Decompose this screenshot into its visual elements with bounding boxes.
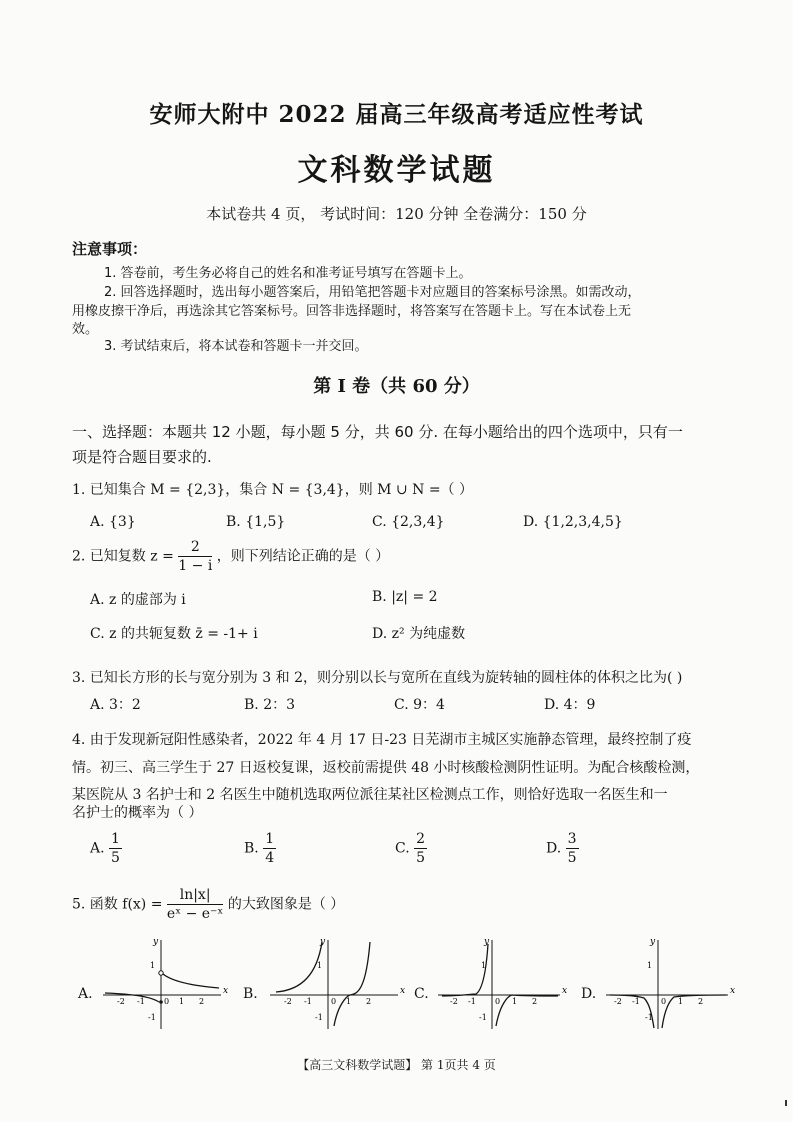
q5-option-b-label: B. [243,986,258,1002]
y-tick-top: 1 [317,961,323,970]
fraction-numerator: 1 [111,831,120,847]
question-1-stem: 1. 已知集合 M = {2,3}，集合 N = {3,4}，则 M ∪ N =（ ） [72,482,474,498]
y-tick-bottom: -1 [479,1013,487,1022]
q5-suffix: 的大致图象是（ ） [227,896,345,913]
fraction-denominator: 5 [111,850,120,866]
x-tick: 0 [661,997,667,1006]
part-intro-line: 一、选择题：本题共 12 小题，每小题 5 分，共 60 分. 在每小题给出的四个选项中，只有一 [72,423,683,441]
y-tick-top: 1 [481,961,487,970]
subject-title: 文科数学试题 [297,153,496,188]
q2-fraction [178,538,212,575]
curve-right [334,942,370,1026]
y-tick-bottom: -1 [148,1013,156,1022]
question-4-line: 情。初三、高三学生于 27 日返校复课，返校前需提供 48 小时核酸检测阴性证明。为配合核酸检测， [72,760,700,776]
x-tick: -1 [468,997,476,1006]
fraction-numerator: 2 [416,831,426,847]
notice-line: 2. 回答选择题时，选出每小题答案后，用铅笔把答题卡对应题目的答案标号涂黑。如需改动， [104,285,641,300]
x-tick: -2 [614,997,622,1006]
x-tick: 2 [532,997,538,1006]
question-4-line: 名护士的概率为（ ） [72,805,203,821]
curve-left [276,942,322,992]
notice-line: 效。 [72,322,99,337]
x-axis-label: x [400,986,406,996]
notice-heading: 注意事项： [72,240,148,258]
q4-option-b [244,830,276,867]
exam-info: 本试卷共 4 页， 考试时间：120 分钟 全卷满分：150 分 [206,205,587,223]
curve-left [105,993,159,1002]
section-title: 第 I 卷（共 60 分） [313,376,480,397]
q5-graph-c [430,934,570,1034]
fraction-denominator: 4 [265,850,275,866]
y-tick-bottom: -1 [315,1013,323,1022]
y-tick-bottom: -1 [645,1013,653,1022]
q4-option-d-label: D. [546,840,562,857]
q2-prefix: 2. 已知复数 z = [72,548,174,565]
q2-fraction-numerator: 2 [178,538,212,557]
q1-option-a: A. {3} [90,514,136,530]
q4-option-c [395,830,427,867]
q5-graph-a [95,934,235,1034]
q5-graph-b [262,934,407,1034]
q3-option-c: C. 9：4 [394,697,445,713]
y-axis-label: y [484,937,490,947]
q4-option-c-fraction [414,830,427,867]
curve-left [442,944,488,996]
x-axis-label: x [730,986,736,996]
x-tick: -2 [450,997,458,1006]
q4-option-b-fraction [263,830,276,867]
q2-option-b: B. |z| = 2 [372,589,438,605]
q4-option-b-label: B. [244,840,259,857]
curve-right [496,995,558,1026]
curve-right [662,995,726,1028]
q4-option-d-fraction [566,830,579,867]
q4-option-c-label: C. [395,840,410,857]
x-tick: 0 [331,997,337,1006]
question-2-stem [72,538,389,575]
y-tick-top: 1 [150,961,156,970]
fraction-numerator: 3 [567,831,577,847]
q5-fraction-denominator: eˣ − e⁻ˣ [166,906,224,922]
q1-option-b: B. {1,5} [226,514,286,530]
curve-right [163,974,219,988]
x-tick: -2 [284,997,292,1006]
q5-option-a-label: A. [78,986,93,1002]
y-axis-label: y [153,937,159,947]
scan-mark [785,1100,787,1106]
q5-option-c-label: C. [414,986,429,1002]
q2-fraction-denominator: 1 − i [178,558,213,574]
q1-option-c: C. {2,3,4} [372,514,445,530]
x-tick: -1 [304,997,312,1006]
notice-line: 1. 答卷前，考生务必将自己的姓名和准考证号填写在答题卡上。 [104,266,472,281]
question-3-stem: 3. 已知长方形的长与宽分别为 3 和 2，则分别以长与宽所在直线为旋转轴的圆柱体的体积之比为( ) [72,670,683,686]
x-tick: 0 [164,997,170,1006]
q5-option-d-label: D. [581,986,597,1002]
x-tick: 2 [698,997,704,1006]
x-tick: 1 [512,997,518,1006]
fraction-denominator: 5 [567,850,577,866]
q4-option-a-label: A. [90,840,105,857]
q2-option-c: C. z 的共轭复数 z̄ = -1+ i [90,626,258,642]
page-footer: 【高三文科数学试题】 第 1页共 4 页 [297,1058,496,1072]
q4-option-a-fraction [109,830,122,867]
x-tick: 2 [199,997,205,1006]
x-tick: 1 [678,997,684,1006]
x-axis-label: x [223,986,229,996]
exam-title: 安师大附中 2022 届高三年级高考适应性考试 [149,101,644,128]
question-4-line: 某医院从 3 名护士和 2 名医生中随机选取两位派往某社区检测点工作，则恰好选取一名医生和一 [72,787,668,803]
q5-graph-d [598,934,738,1034]
fraction-denominator: 5 [416,850,426,866]
q2-option-a: A. z 的虚部为 i [90,592,186,608]
question-4-line: 4. 由于发现新冠阳性感染者，2022 年 4 月 17 日-23 日芜湖市主城区实施静态管理，最终控制了疫 [72,732,692,748]
notice-line: 3. 考试结束后，将本试卷和答题卡一并交回。 [104,339,368,354]
fraction-numerator: 1 [265,831,275,847]
y-axis-label: y [650,937,656,947]
q5-fraction-numerator: ln|x| [167,886,223,905]
part-intro-line: 项是符合题目要求的. [72,448,212,466]
q5-prefix: 5. 函数 f(x) = [72,896,163,913]
x-tick: 2 [366,997,372,1006]
x-tick: -2 [117,997,125,1006]
q5-fraction [167,886,223,923]
x-axis-label: x [562,986,568,996]
q4-option-d [546,830,579,867]
point [159,1000,163,1004]
open-point [159,971,163,975]
q2-suffix: ，则下列结论正确的是（ ） [216,548,390,565]
y-axis-label: y [320,937,326,947]
x-tick: -1 [137,997,145,1006]
x-tick: 0 [495,997,501,1006]
q3-option-b: B. 2：3 [244,697,296,713]
q2-option-d: D. z² 为纯虚数 [372,626,466,642]
q4-option-a [90,830,122,867]
question-5-stem [72,886,344,923]
y-tick-top: 1 [647,961,653,970]
notice-line: 用橡皮擦干净后，再选涂其它答案标号。回答非选择题时，将答案写在答题卡上。写在本试卷上无 [72,304,632,319]
x-tick: 1 [179,997,185,1006]
x-tick: -1 [632,997,640,1006]
q3-option-a: A. 3：2 [90,697,141,713]
q3-option-d: D. 4：9 [544,697,596,713]
q1-option-d: D. {1,2,3,4,5} [523,514,623,530]
x-tick: 1 [346,997,352,1006]
